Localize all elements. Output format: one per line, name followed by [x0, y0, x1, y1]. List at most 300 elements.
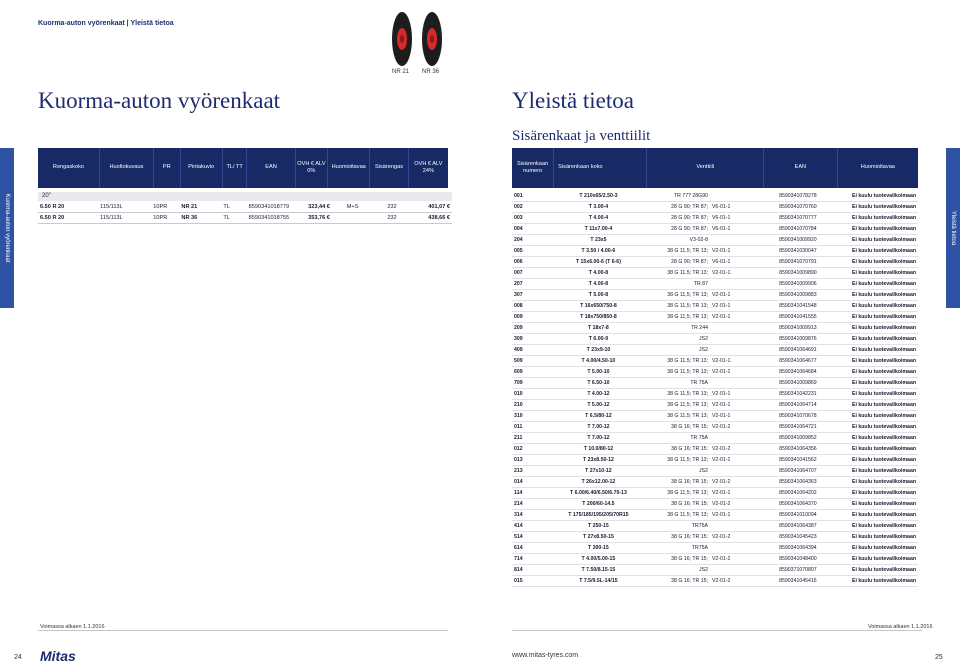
header-cell: TL/ TT — [223, 148, 248, 188]
inner-tube-cell: 509 — [512, 356, 553, 367]
breadcrumb: Kuorma-auton vyörenkaat | Yleistä tietoa — [38, 20, 174, 27]
inner-tube-cell: T 15x6.00-6 (T 6-6) — [553, 257, 643, 268]
inner-tube-cell: TR75A — [643, 521, 710, 532]
tire-cell — [332, 213, 373, 224]
inner-tube-table — [512, 191, 918, 587]
inner-tube-cell: T 3.50 / 4.00-6 — [553, 246, 643, 257]
inner-tube-cell: V2-01-1 — [710, 356, 761, 367]
inner-tube-cell: T 200/60-14.5 — [553, 499, 643, 510]
inner-tube-cell: T 4.00/5.00-15 — [553, 554, 643, 565]
inner-tube-cell — [710, 521, 761, 532]
inner-tube-cell: Ei kuulu tuotevalikoimaan — [834, 378, 918, 389]
inner-tube-cell: Ei kuulu tuotevalikoimaan — [834, 554, 918, 565]
inner-tube-row — [512, 521, 918, 532]
inner-tube-cell: 8590341064677 — [761, 356, 834, 367]
inner-tube-cell: V2-01-1 — [710, 312, 761, 323]
inner-tube-cell: Ei kuulu tuotevalikoimaan — [834, 455, 918, 466]
tire-nr36-image — [422, 12, 442, 66]
inner-tube-cell: JS2 — [643, 565, 710, 576]
inner-tube-cell: 38 G 16; TR 15; — [643, 422, 710, 433]
inner-tube-cell: TR 244 — [643, 323, 710, 334]
inner-tube-cell: 38 G 11,5; TR 13; — [643, 488, 710, 499]
inner-tube-cell: 213 — [512, 466, 553, 477]
inner-tube-cell: 014 — [512, 477, 553, 488]
inner-tube-cell: 38 G 11,5; TR 13; — [643, 356, 710, 367]
inner-tube-cell: 8590341041555 — [761, 312, 834, 323]
inner-tube-cell: 28 G 90; TR 87; — [643, 202, 710, 213]
inner-tube-cell: 8590341064684 — [761, 367, 834, 378]
inner-tube-cell: 38 G 11,5; TR 13; — [643, 312, 710, 323]
inner-tube-cell: TR 75A — [643, 433, 710, 444]
inner-tube-cell: V6-01-1 — [710, 224, 761, 235]
inner-tube-cell: 609 — [512, 367, 553, 378]
inner-tube-cell: T 18x7-8 — [553, 323, 643, 334]
inner-tube-cell — [710, 334, 761, 345]
inner-tube-cell: 8590341030047 — [761, 246, 834, 257]
inner-tube-row — [512, 301, 918, 312]
website-url: www.mitas-tyres.com — [512, 652, 579, 659]
inner-tube-cell: Ei kuulu tuotevalikoimaan — [834, 202, 918, 213]
inner-tube-cell: Ei kuulu tuotevalikoimaan — [834, 510, 918, 521]
inner-tube-cell: T 10.0/80-12 — [553, 444, 643, 455]
inner-tube-cell: T 175/185/195/205/70R15 — [553, 510, 643, 521]
side-tab-left: Kuorma-auton vyörenkaat — [0, 148, 14, 308]
inner-tube-cell: V2-01-1 — [710, 488, 761, 499]
inner-tube-cell: 714 — [512, 554, 553, 565]
tire-cell: 232 — [373, 213, 411, 224]
inner-tube-cell: 015 — [512, 576, 553, 587]
inner-tube-cell: 8590341010094 — [761, 510, 834, 521]
inner-tube-cell: Ei kuulu tuotevalikoimaan — [834, 334, 918, 345]
inner-tube-cell: 008 — [512, 301, 553, 312]
header-cell: Sisärengas — [370, 148, 408, 188]
inner-tube-cell: 8590341064356 — [761, 444, 834, 455]
inner-tube-cell: 012 — [512, 444, 553, 455]
inner-tube-cell: V2-01-1 — [710, 301, 761, 312]
inner-tube-row — [512, 257, 918, 268]
inner-tube-cell: V2-01-2 — [710, 422, 761, 433]
inner-tube-cell: 8590341064370 — [761, 499, 834, 510]
inner-tube-cell: Ei kuulu tuotevalikoimaan — [834, 543, 918, 554]
inner-tube-cell: 28 G 90; TR 87; — [643, 257, 710, 268]
size-group-label: 20" — [38, 192, 452, 201]
header-cell: Sisärenkaan koko — [554, 148, 647, 188]
inner-tube-cell: 002 — [512, 202, 553, 213]
inner-tube-cell: 8590341009913 — [761, 323, 834, 334]
tire-cell: 115/113L — [98, 202, 151, 213]
inner-tube-cell: 38 G 16; TR 15; — [643, 444, 710, 455]
inner-tube-row — [512, 444, 918, 455]
inner-tube-cell: 38 G 16; TR 15; — [643, 499, 710, 510]
inner-tube-cell: 38 G 11,5; TR 13; — [643, 246, 710, 257]
header-cell: OVH € ALV 0% — [296, 148, 328, 188]
inner-tube-cell: 38 G 16; TR 15; — [643, 576, 710, 587]
inner-tube-row — [512, 356, 918, 367]
footer-divider — [38, 630, 448, 631]
tire-cell: 115/113L — [98, 213, 151, 224]
inner-tube-cell: 114 — [512, 488, 553, 499]
header-cell: PR — [154, 148, 181, 188]
inner-tube-cell: Ei kuulu tuotevalikoimaan — [834, 356, 918, 367]
footer-divider — [512, 630, 922, 631]
inner-tube-cell: 8590341064202 — [761, 488, 834, 499]
inner-tube-cell: 8590341064714 — [761, 400, 834, 411]
inner-tube-cell: 8590341064394 — [761, 543, 834, 554]
inner-tube-cell: Ei kuulu tuotevalikoimaan — [834, 466, 918, 477]
inner-tube-cell: V2-01-1 — [710, 290, 761, 301]
inner-tube-cell: Ei kuulu tuotevalikoimaan — [834, 191, 918, 202]
inner-tube-cell: 214 — [512, 499, 553, 510]
inner-tube-cell: T 23x8.50-12 — [553, 455, 643, 466]
inner-tube-cell: V2-01-1 — [710, 510, 761, 521]
inner-tube-cell: Ei kuulu tuotevalikoimaan — [834, 499, 918, 510]
inner-tube-cell: 004 — [512, 224, 553, 235]
inner-tube-cell: 614 — [512, 543, 553, 554]
inner-tube-cell: 709 — [512, 378, 553, 389]
inner-tube-cell: 001 — [512, 191, 553, 202]
inner-tube-cell: 38 G 11,5; TR 13; — [643, 268, 710, 279]
inner-tube-cell: 314 — [512, 510, 553, 521]
inner-tube-cell: 307 — [512, 290, 553, 301]
inner-tube-cell: 8590341009906 — [761, 279, 834, 290]
inner-tube-row — [512, 477, 918, 488]
inner-tube-cell: T 6.00-9 — [553, 334, 643, 345]
inner-tube-cell: Ei kuulu tuotevalikoimaan — [834, 290, 918, 301]
inner-tube-cell: Ei kuulu tuotevalikoimaan — [834, 576, 918, 587]
inner-tube-cell: Ei kuulu tuotevalikoimaan — [834, 224, 918, 235]
inner-tube-cell: T 26x12.00-12 — [553, 477, 643, 488]
inner-tube-cell: T 4.00-8 — [553, 279, 643, 290]
inner-tube-cell: T 210x65/2.50-3 — [553, 191, 643, 202]
inner-tube-cell — [710, 433, 761, 444]
inner-tube-cell: JS2 — [643, 466, 710, 477]
inner-tube-row — [512, 235, 918, 246]
inner-tube-cell: 38 G 16; TR 15; — [643, 477, 710, 488]
inner-tube-cell: 514 — [512, 532, 553, 543]
inner-tube-cell: 814 — [512, 565, 553, 576]
inner-tube-cell: 8590341064707 — [761, 466, 834, 477]
inner-tube-cell: 28 G 90; TR 87; — [643, 224, 710, 235]
inner-tube-cell: V6-01-1 — [710, 202, 761, 213]
inner-tube-cell: 210 — [512, 400, 553, 411]
valid-from-text: Voimassa alkaen 1.1.2016 — [40, 624, 105, 630]
inner-tube-cell: 010 — [512, 389, 553, 400]
inner-tube-cell: 8590341041562 — [761, 455, 834, 466]
inner-tube-cell: V2-01-1 — [710, 246, 761, 257]
inner-tube-cell: Ei kuulu tuotevalikoimaan — [834, 411, 918, 422]
inner-tube-cell: Ei kuulu tuotevalikoimaan — [834, 521, 918, 532]
inner-tube-cell: 38 G 16; TR 15; — [643, 554, 710, 565]
inner-tube-cell: T 6.50-10 — [553, 378, 643, 389]
tire-row — [38, 202, 452, 213]
inner-tube-cell: Ei kuulu tuotevalikoimaan — [834, 235, 918, 246]
inner-tube-row — [512, 466, 918, 477]
inner-tube-row — [512, 400, 918, 411]
tire-images — [388, 10, 448, 68]
inner-tube-cell: V2-01-1 — [710, 389, 761, 400]
inner-tube-cell: T 250-15 — [553, 521, 643, 532]
inner-tube-row — [512, 268, 918, 279]
inner-tube-cell: 8590341070784 — [761, 224, 834, 235]
inner-tube-cell: 38 G 16; TR 15; — [643, 532, 710, 543]
inner-tube-cell: 013 — [512, 455, 553, 466]
header-cell: Huomioitavaa — [860, 164, 895, 171]
inner-tube-cell: V2-01-2 — [710, 576, 761, 587]
tire-cell: TL — [221, 202, 246, 213]
header-cell: OVH € ALV 24% — [414, 160, 443, 174]
inner-tube-cell: V2-01-1 — [710, 455, 761, 466]
inner-tube-cell: 003 — [512, 213, 553, 224]
inner-tube-cell: 8590341045423 — [761, 532, 834, 543]
inner-tube-row — [512, 488, 918, 499]
tire-cell: M+S — [332, 202, 373, 213]
inner-tube-cell: 414 — [512, 521, 553, 532]
inner-tube-cell — [710, 565, 761, 576]
inner-tube-cell: Ei kuulu tuotevalikoimaan — [834, 488, 918, 499]
inner-tube-row — [512, 290, 918, 301]
inner-tube-cell: V2-01-2 — [710, 499, 761, 510]
inner-tube-cell: V6-01-1 — [710, 257, 761, 268]
valid-from-text: Voimassa alkaen 1.1.2016 — [868, 624, 933, 630]
inner-tube-cell: V6-01-1 — [710, 213, 761, 224]
inner-tube-cell: Ei kuulu tuotevalikoimaan — [834, 268, 918, 279]
tire-nr21-image — [392, 12, 412, 66]
inner-tube-cell: T 6.5/80-12 — [553, 411, 643, 422]
inner-tube-cell: 38 G 11,5; TR 13; — [643, 510, 710, 521]
inner-tube-row — [512, 367, 918, 378]
inner-tube-cell: 38 G 11,5; TR 13; — [643, 367, 710, 378]
inner-tube-row — [512, 191, 918, 202]
inner-tube-cell: T 18x750/850-8 — [553, 312, 643, 323]
inner-tube-cell: V2-01-1 — [710, 411, 761, 422]
tire-cell: 10PR — [151, 213, 179, 224]
inner-tube-cell: 8590341070791 — [761, 257, 834, 268]
tire-label: NR 21 — [392, 69, 410, 75]
inner-tube-cell: TR 75A — [643, 378, 710, 389]
inner-tube-cell: 8590341078278 — [761, 191, 834, 202]
tire-cell: NR 36 — [179, 213, 221, 224]
inner-tube-cell: 207 — [512, 279, 553, 290]
inner-tube-cell: 007 — [512, 268, 553, 279]
inner-tube-cell: 38 G 11,5; TR 13; — [643, 411, 710, 422]
inner-tube-cell: 8590341064721 — [761, 422, 834, 433]
inner-tube-cell: T 7.00-12 — [553, 433, 643, 444]
page-title-right: Yleistä tietoa — [512, 88, 634, 113]
inner-tube-cell: 28 G 90; TR 87; — [643, 213, 710, 224]
tire-cell: 10PR — [151, 202, 179, 213]
tire-row — [38, 213, 452, 224]
inner-tube-row — [512, 202, 918, 213]
inner-tube-cell: 8590341048400 — [761, 554, 834, 565]
inner-tube-cell: T 11x7.00-4 — [553, 224, 643, 235]
inner-tube-cell: Ei kuulu tuotevalikoimaan — [834, 565, 918, 576]
inner-tube-cell: Ei kuulu tuotevalikoimaan — [834, 246, 918, 257]
inner-tube-cell: 209 — [512, 323, 553, 334]
inner-tube-cell: 8590371070807 — [761, 565, 834, 576]
page-number-right: 25 — [935, 654, 943, 661]
side-tab-right: Yleistä tietoa — [946, 148, 960, 308]
inner-tube-cell: T 4.00-8 — [553, 268, 643, 279]
inner-tube-row — [512, 554, 918, 565]
inner-tube-cell: TR 77? 28G90 — [643, 191, 710, 202]
inner-tube-cell: 8590341009883 — [761, 290, 834, 301]
inner-tube-cell: 8590341009876 — [761, 334, 834, 345]
inner-tube-cell: T 4.00-4 — [553, 213, 643, 224]
inner-tube-row — [512, 334, 918, 345]
inner-tube-cell: T 4.00/4.50-10 — [553, 356, 643, 367]
inner-tube-cell: 38 G 11,5; TR 13; — [643, 301, 710, 312]
inner-tube-cell: Ei kuulu tuotevalikoimaan — [834, 444, 918, 455]
tire-cell: 232 — [373, 202, 411, 213]
inner-tube-cell: Ei kuulu tuotevalikoimaan — [834, 389, 918, 400]
inner-tube-cell: T 27x10-12 — [553, 466, 643, 477]
inner-tube-row — [512, 510, 918, 521]
inner-tube-cell: T 23x5 — [553, 235, 643, 246]
inner-tube-cell: 8590341041548 — [761, 301, 834, 312]
inner-tube-cell: Ei kuulu tuotevalikoimaan — [834, 301, 918, 312]
inner-tube-cell: T 300-15 — [553, 543, 643, 554]
inner-tube-cell: 310 — [512, 411, 553, 422]
inner-tube-cell: V2-01-2 — [710, 477, 761, 488]
inner-tube-cell: 8590341064691 — [761, 345, 834, 356]
inner-tube-row — [512, 323, 918, 334]
inner-tube-cell: T 6.00/6.40/6.50/6.70-13 — [553, 488, 643, 499]
tire-cell: 323,44 € — [298, 202, 332, 213]
inner-tube-cell — [710, 345, 761, 356]
inner-tube-row — [512, 345, 918, 356]
inner-tube-row — [512, 224, 918, 235]
inner-tube-cell: Ei kuulu tuotevalikoimaan — [834, 312, 918, 323]
tire-cell: 6.50 R 20 — [38, 202, 98, 213]
inner-tube-cell: T 7.00-12 — [553, 422, 643, 433]
inner-tube-cell: 204 — [512, 235, 553, 246]
inner-tube-cell: 005 — [512, 246, 553, 257]
tire-cell: 353,76 € — [298, 213, 332, 224]
tire-label: NR 36 — [422, 69, 440, 75]
inner-tube-cell: 38 G 11,5; TR 13; — [643, 290, 710, 301]
right-table-header — [512, 148, 918, 188]
inner-tube-row — [512, 213, 918, 224]
inner-tube-row — [512, 279, 918, 290]
inner-tube-row — [512, 433, 918, 444]
inner-tube-row — [512, 422, 918, 433]
header-cell: Huoltokuvaus — [100, 148, 154, 188]
inner-tube-cell: 38 G 11,5; TR 13; — [643, 455, 710, 466]
header-cell: Venttiili — [647, 148, 764, 188]
inner-tube-cell: Ei kuulu tuotevalikoimaan — [834, 213, 918, 224]
header-cell: EAN — [247, 148, 295, 188]
tire-cell: 8590341018755 — [247, 213, 298, 224]
inner-tube-cell — [710, 235, 761, 246]
inner-tube-cell: T 5.00-8 — [553, 290, 643, 301]
inner-tube-cell: Ei kuulu tuotevalikoimaan — [834, 367, 918, 378]
inner-tube-cell: 409 — [512, 345, 553, 356]
inner-tube-row — [512, 411, 918, 422]
inner-tube-cell — [710, 191, 761, 202]
inner-tube-row — [512, 246, 918, 257]
inner-tube-cell: V3-02-8 — [643, 235, 710, 246]
page-number-left: 24 — [14, 654, 22, 661]
inner-tube-cell: 006 — [512, 257, 553, 268]
tire-cell: 6.50 R 20 — [38, 213, 98, 224]
inner-tube-cell: Ei kuulu tuotevalikoimaan — [834, 422, 918, 433]
inner-tube-cell: V2-01-1 — [710, 367, 761, 378]
header-cell: Sisärenkaan numero — [512, 148, 554, 188]
inner-tube-row — [512, 543, 918, 554]
inner-tube-cell: T 7.5/9.5L-14/15 — [553, 576, 643, 587]
inner-tube-row — [512, 455, 918, 466]
left-tire-table — [38, 202, 452, 224]
inner-tube-cell: 8590341070760 — [761, 202, 834, 213]
tire-cell: NR 21 — [179, 202, 221, 213]
inner-tube-row — [512, 378, 918, 389]
inner-tube-cell: 8590341009890 — [761, 268, 834, 279]
inner-tube-cell: T 4.00-12 — [553, 389, 643, 400]
inner-tube-cell: Ei kuulu tuotevalikoimaan — [834, 257, 918, 268]
inner-tube-cell: 8590341064387 — [761, 521, 834, 532]
inner-tube-cell: JS2 — [643, 345, 710, 356]
inner-tube-cell — [710, 323, 761, 334]
inner-tube-cell: 309 — [512, 334, 553, 345]
header-cell: EAN — [764, 148, 838, 188]
inner-tube-cell: T 27x8.50-15 — [553, 532, 643, 543]
inner-tube-cell: Ei kuulu tuotevalikoimaan — [834, 279, 918, 290]
inner-tube-cell: 009 — [512, 312, 553, 323]
inner-tube-cell: V2-01-2 — [710, 554, 761, 565]
inner-tube-cell: Ei kuulu tuotevalikoimaan — [834, 433, 918, 444]
inner-tube-row — [512, 565, 918, 576]
inner-tube-cell — [710, 543, 761, 554]
inner-tube-cell: 8590341070678 — [761, 411, 834, 422]
tire-cell: 438,66 € — [411, 213, 452, 224]
inner-tube-cell: V2-01-1 — [710, 268, 761, 279]
inner-tube-cell: T 5.00-12 — [553, 400, 643, 411]
inner-tube-cell: 011 — [512, 422, 553, 433]
section-subtitle: Sisärenkaat ja venttiilit — [512, 128, 651, 144]
inner-tube-row — [512, 576, 918, 587]
inner-tube-cell: 8590341042231 — [761, 389, 834, 400]
inner-tube-cell — [710, 466, 761, 477]
inner-tube-cell: TR75A — [643, 543, 710, 554]
header-cell: Rengaskoko — [38, 148, 100, 188]
inner-tube-cell: T 16x650/750-8 — [553, 301, 643, 312]
inner-tube-cell: V2-01-1 — [710, 400, 761, 411]
inner-tube-cell: TR 87 — [643, 279, 710, 290]
inner-tube-cell: T 3.00-4 — [553, 202, 643, 213]
inner-tube-cell: Ei kuulu tuotevalikoimaan — [834, 532, 918, 543]
tire-cell: TL — [221, 213, 246, 224]
inner-tube-row — [512, 499, 918, 510]
header-cell: Pintakuvio — [181, 148, 223, 188]
inner-tube-cell: 8590341064363 — [761, 477, 834, 488]
tire-cell: 8590341018779 — [247, 202, 298, 213]
inner-tube-cell: 8590341070777 — [761, 213, 834, 224]
inner-tube-row — [512, 389, 918, 400]
inner-tube-cell: Ei kuulu tuotevalikoimaan — [834, 323, 918, 334]
inner-tube-cell: 8590341009920 — [761, 235, 834, 246]
inner-tube-cell: Ei kuulu tuotevalikoimaan — [834, 477, 918, 488]
inner-tube-cell: Ei kuulu tuotevalikoimaan — [834, 400, 918, 411]
mitas-logo: Mitas — [40, 648, 76, 664]
inner-tube-cell: T 7.50/8.15-15 — [553, 565, 643, 576]
inner-tube-cell: 8590341009869 — [761, 378, 834, 389]
inner-tube-cell: 38 G 11,5; TR 13; — [643, 400, 710, 411]
page-title-left: Kuorma-auton vyörenkaat — [38, 88, 281, 113]
inner-tube-cell: T 23x9-10 — [553, 345, 643, 356]
inner-tube-cell: T 5.00-10 — [553, 367, 643, 378]
inner-tube-cell: 38 G 11,5; TR 13; — [643, 389, 710, 400]
inner-tube-cell: 8590341045416 — [761, 576, 834, 587]
